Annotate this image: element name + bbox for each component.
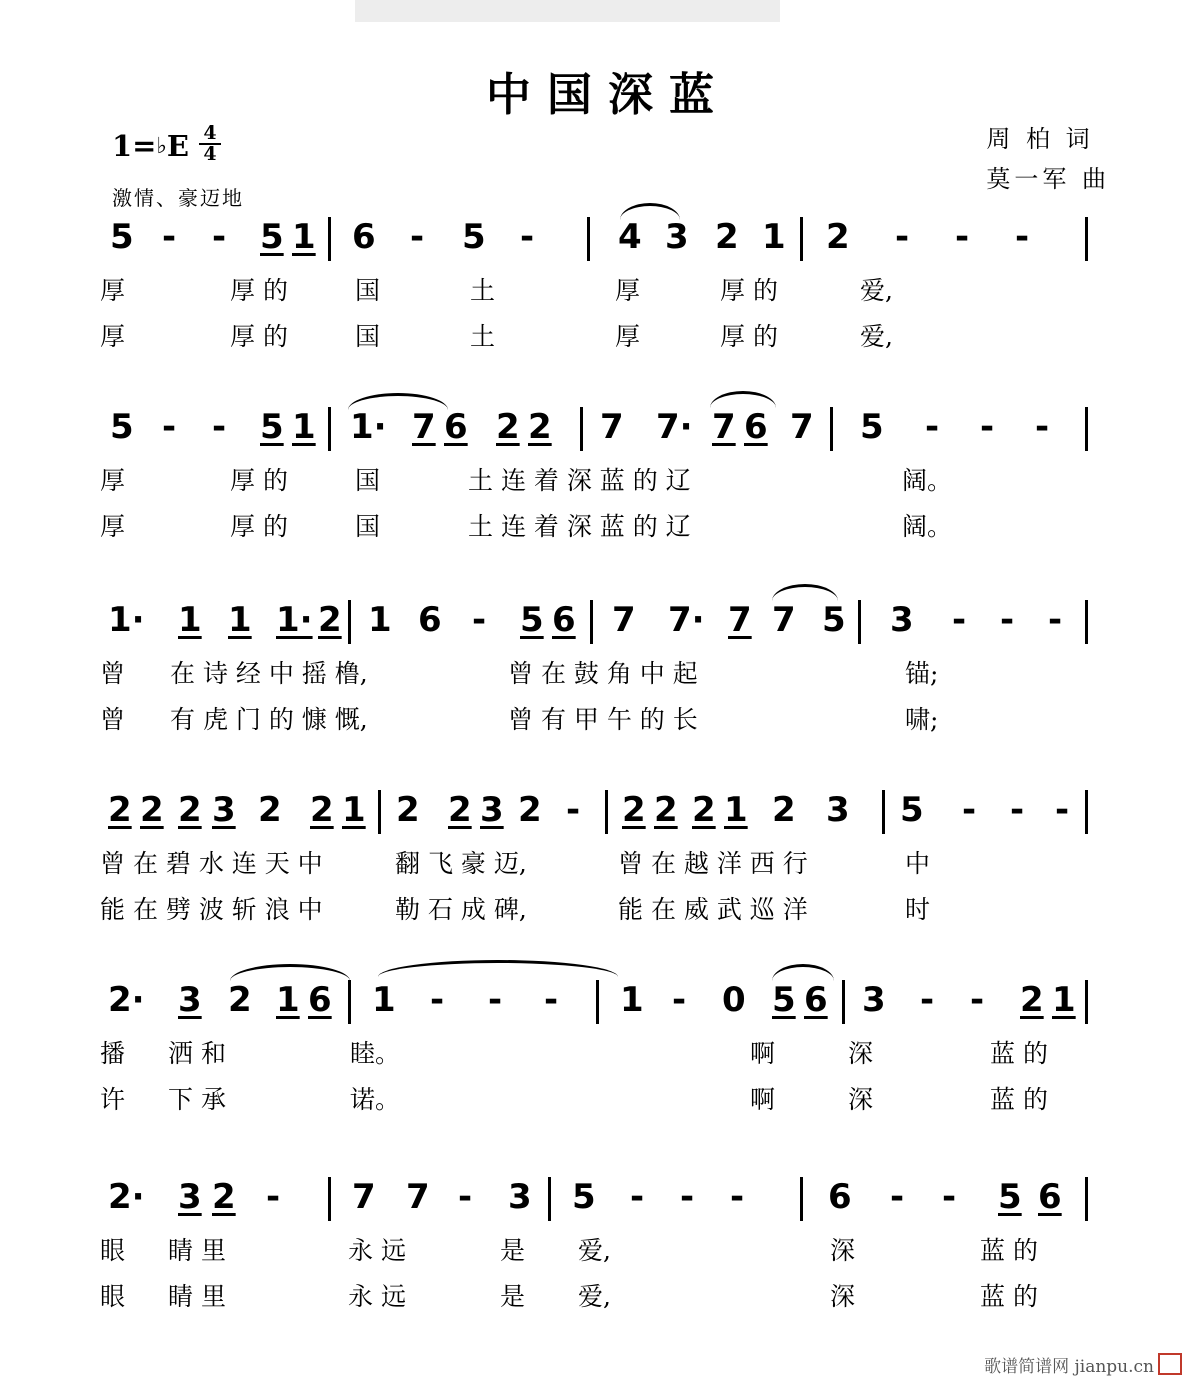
- music-system-3: [100, 598, 1100, 746]
- slur-mark: [378, 960, 618, 977]
- time-signature: [199, 124, 221, 164]
- flat-icon: ♭: [156, 133, 167, 159]
- lyric-row-2: 眼 睛 里 永 远 是 爱, 深 蓝 的: [100, 1282, 1038, 1311]
- key-note: E: [166, 129, 189, 163]
- lyric-row-2: 曾 有 虎 门 的 慷 慨, 曾 有 甲 午 的 长 啸;: [100, 705, 939, 734]
- music-system-5: [100, 978, 1100, 1126]
- scan-artifact-band: [355, 0, 780, 22]
- lyricist-credit: 周 柏 词: [986, 125, 1094, 153]
- lyric-row-2: 能 在 劈 波 斩 浪 中 勒 石 成 碑, 能 在 威 武 巡 洋 时: [100, 895, 931, 924]
- music-system-2: [100, 405, 1100, 553]
- lyric-row-1: 播 洒 和 睦。 啊 深 蓝 的: [100, 1039, 1048, 1068]
- music-system-4: [100, 788, 1100, 936]
- key-signature: [112, 122, 221, 166]
- key-signature-label: 1=: [112, 129, 157, 163]
- notation-row: 2· 3 2 - 7 7 - 3 5 - - - 6 - - 5 6: [100, 1175, 1100, 1231]
- lyric-row-2: 厚 厚 的 国 土 厚 厚 的 爱,: [100, 322, 893, 351]
- watermark: [984, 1352, 1182, 1377]
- notation-row: 2· 3 2 1 6 1 - - - 1 - 0 5 6 3 - - 2 1: [100, 978, 1100, 1034]
- time-signature-numerator: 4: [203, 122, 217, 144]
- lyric-row-1: 厚 厚 的 国 土 连 着 深 蓝 的 辽 阔。: [100, 466, 953, 495]
- notation-row: 5 - - 5 1 6 - 5 - 4 3 2 1 2 - - -: [100, 215, 1100, 271]
- lyric-row-1: 曾 在 诗 经 中 摇 橹, 曾 在 鼓 角 中 起 锚;: [100, 659, 939, 688]
- page-title: 中国深蓝: [485, 68, 730, 121]
- time-signature-denominator: 4: [203, 143, 217, 165]
- lyric-row-1: 曾 在 碧 水 连 天 中 翻 飞 豪 迈, 曾 在 越 洋 西 行 中: [100, 849, 931, 878]
- watermark-text: 歌谱简谱网 jianpu.cn: [984, 1357, 1154, 1377]
- tempo-marking: 激情、豪迈地: [112, 186, 244, 210]
- lyric-row-1: 眼 睛 里 永 远 是 爱, 深 蓝 的: [100, 1236, 1038, 1265]
- lyric-row-2: 许 下 承 诺。 啊 深 蓝 的: [100, 1085, 1048, 1114]
- music-system-1: [100, 215, 1100, 363]
- lyric-row-1: 厚 厚 的 国 土 厚 厚 的 爱,: [100, 276, 893, 305]
- music-system-6: [100, 1175, 1100, 1323]
- watermark-box-icon: [1158, 1353, 1182, 1375]
- composer-credit: 莫一军 曲: [986, 164, 1110, 193]
- notation-row: 5 - - 5 1 1· 7 6 2 2 7 7· 7 6 7 5 - - -: [100, 405, 1100, 461]
- lyric-row-2: 厚 厚 的 国 土 连 着 深 蓝 的 辽 阔。: [100, 512, 953, 541]
- notation-row: 2 2 2 3 2 2 1 2 2 3 2 - 2 2 2 1 2 3 5 - - -: [100, 788, 1100, 844]
- notation-row: 1· 1 1 1· 2 1 6 - 5 6 7 7· 7 7 5 3 - - -: [100, 598, 1100, 654]
- credits: [986, 120, 1110, 199]
